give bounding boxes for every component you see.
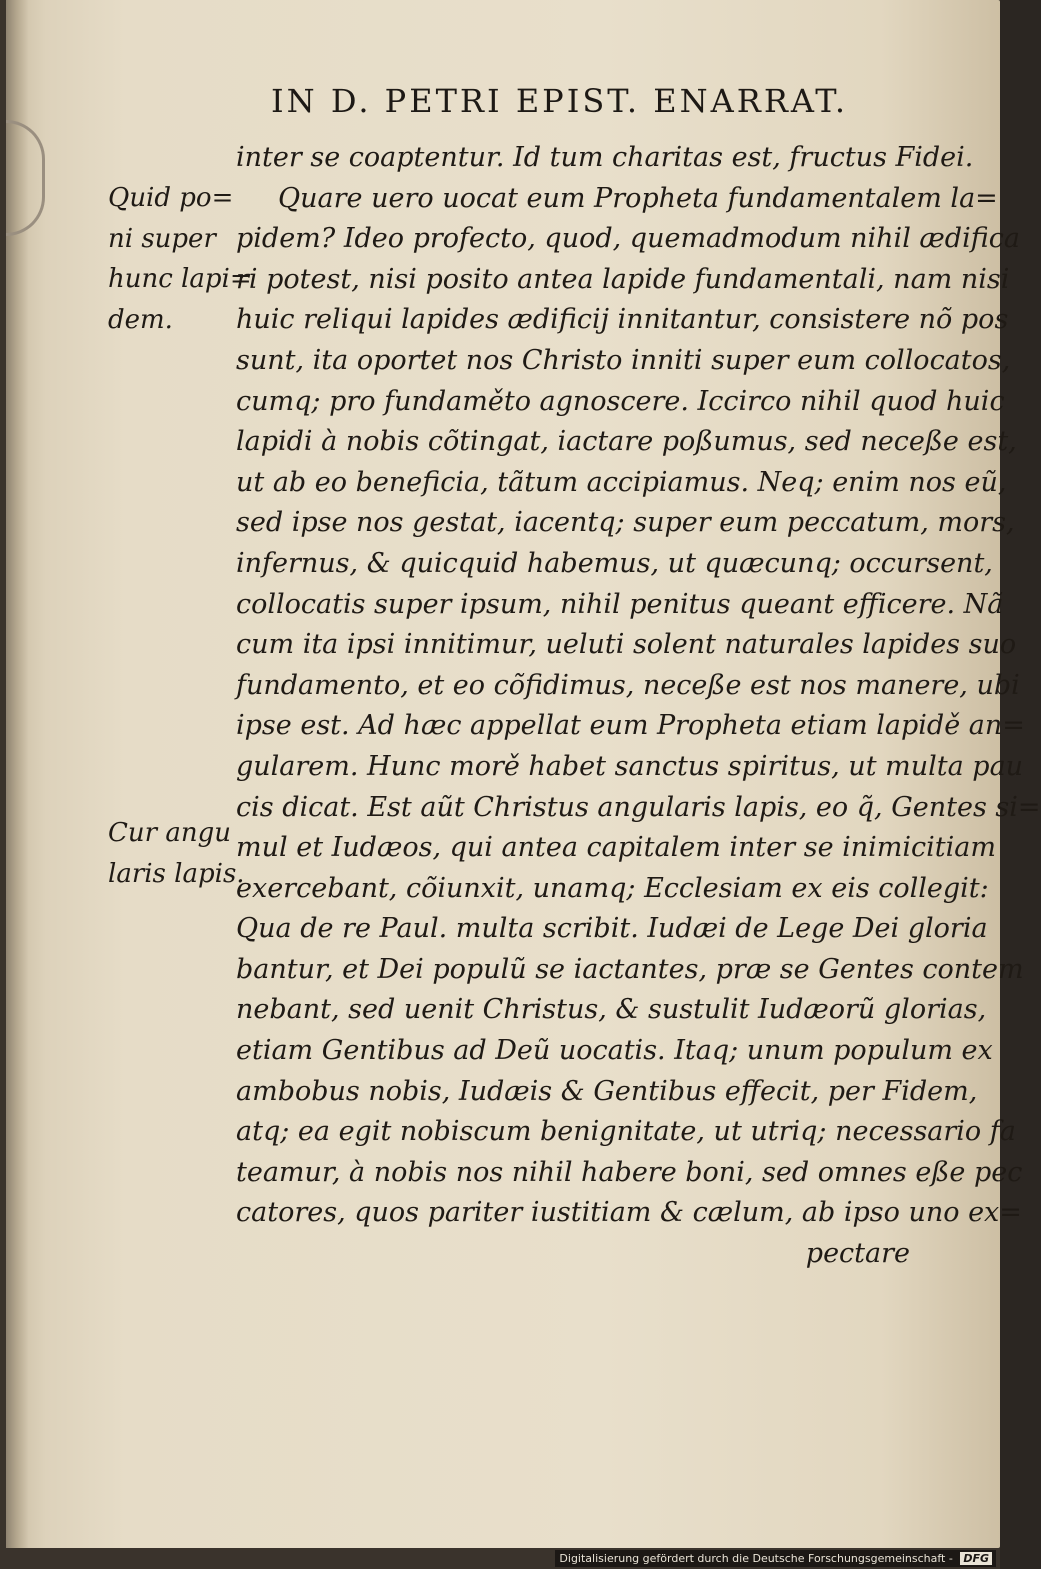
text-line: lapidi à nobis cõtingat, iactare poßumus, sed neceße est,: [236, 426, 1017, 458]
dfg-logo: DFG: [960, 1552, 992, 1565]
text-line: Quare uero uocat eum Propheta fundamentalem la=: [278, 182, 998, 214]
text-line: huic reliqui lapides ædificij innitantur, consistere nõ pos: [236, 304, 1009, 336]
binding-clip: [6, 120, 45, 236]
footer-text: Digitalisierung gefördert durch die Deutsche Forschungsgemeinschaft -: [559, 1552, 953, 1565]
text-line: fundamento, et eo cõfidimus, neceße est nos manere, ubi: [236, 669, 1020, 701]
body-text: [236, 138, 1041, 1275]
digitization-footer: [555, 1550, 996, 1567]
text-line: ipse est. Ad hæc appellat eum Propheta etiam lapidě an=: [236, 710, 1025, 742]
catchword: pectare: [805, 1238, 910, 1270]
margin-note-line: ni super: [108, 223, 216, 254]
text-line: teamur, à nobis nos nihil habere boni, sed omnes eße pec: [236, 1156, 1023, 1188]
margin-note-line: laris lapis.: [108, 858, 245, 889]
text-line: inter se coaptentur. Id tum charitas est, fructus Fidei.: [236, 142, 974, 173]
text-line: nebant, sed uenit Christus, & sustulit Iudæorũ glorias,: [236, 994, 987, 1026]
text-line: ri potest, nisi posito antea lapide fundamentali, nam nisi: [236, 263, 1010, 295]
text-line: pidem? Ideo profecto, quod, quemadmodum nihil ædifica: [236, 223, 1020, 255]
text-line: bantur, et Dei populũ se iactantes, præ se Gentes contem: [236, 953, 1024, 985]
text-line: gularem. Hunc morě habet sanctus spiritus, ut multa pau: [236, 750, 1024, 782]
text-line: cumq; pro fundaměto agnoscere. Iccirco nihil quod huic: [236, 385, 1005, 417]
margin-note-line: Quid po=: [108, 183, 234, 213]
text-line: mul et Iudæos, qui antea capitalem inter se inimicitiam: [236, 832, 996, 864]
text-line: sunt, ita oportet nos Christo inniti super eum collocatos,: [236, 344, 1011, 376]
text-line: etiam Gentibus ad Deũ uocatis. Itaq; unum populum ex: [236, 1035, 993, 1067]
text-line: cum ita ipsi innitimur, ueluti solent naturales lapides suo: [236, 629, 1017, 661]
text-line: sed ipse nos gestat, iacentq; super eum peccatum, mors,: [236, 507, 1015, 539]
margin-note-line: dem.: [108, 304, 173, 335]
margin-note-1: [108, 178, 252, 340]
book-page: [6, 0, 1041, 1548]
margin-note-line: hunc lapi=: [108, 264, 252, 295]
text-line: catores, quos pariter iustitiam & cælum, ab ipso uno ex=: [236, 1197, 1022, 1229]
running-header: IN D. PETRI EPIST. ENARRAT.: [271, 82, 849, 120]
margin-note-2: [108, 813, 245, 894]
text-line: infernus, & quicquid habemus, ut quæcunq; occursent,: [236, 547, 993, 579]
text-line: collocatis super ipsum, nihil penitus queant efficere. Nã: [236, 588, 1004, 620]
text-line: Qua de re Paul. multa scribit. Iudæi de Lege Dei gloria: [236, 913, 988, 945]
text-line: cis dicat. Est aũt Christus angularis lapis, eo q̃, Gentes si=: [236, 791, 1041, 823]
text-line: atq; ea egit nobiscum benignitate, ut utriq; necessario fa: [236, 1116, 1016, 1148]
text-line: ambobus nobis, Iudæis & Gentibus effecit, per Fidem,: [236, 1075, 978, 1107]
margin-note-line: Cur angu: [108, 818, 231, 848]
text-line: ut ab eo beneficia, tãtum accipiamus. Neq; enim nos eũ,: [236, 466, 1007, 498]
text-line: exercebant, cõiunxit, unamq; Ecclesiam ex eis collegit:: [236, 872, 989, 904]
